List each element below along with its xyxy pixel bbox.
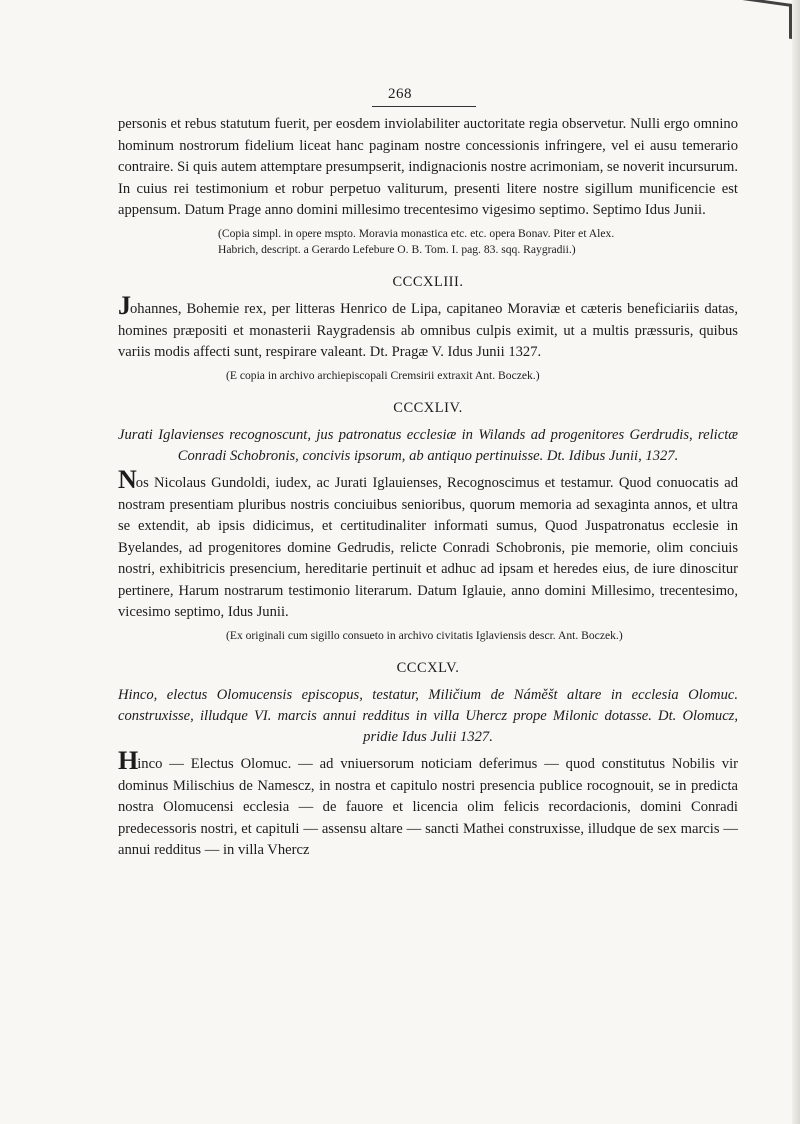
document-number-345: CCCXLV. [396, 659, 460, 676]
initial-letter: N [118, 465, 136, 494]
document-text-345 [118, 746, 738, 862]
initial-letter: J [118, 291, 130, 320]
scan-edge [792, 0, 800, 1124]
page-body [118, 114, 738, 862]
document-number-343: CCCXLIII. [392, 273, 464, 290]
document-summary-344: Jurati Iglavienses recognoscunt, jus patronatus ecclesiæ in Wilands ad progenitores Gerdrudis, relictæ Conradi Schobronis, concivis ipsorum, ab antiquo pertinuisse. Dt. Idibus Junii, 1327. [118, 427, 738, 464]
initial-letter: H [118, 746, 138, 775]
source-note-343: (E copia in archivo archiepiscopali Cremsirii extraxit Ant. Boczek.) [226, 368, 540, 382]
document-text-343 [118, 291, 738, 364]
document-body-text: inco — Electus Olomuc. — ad vniuersorum noticiam deferimus — quod constitutus Nobilis vir dominus Milischius de Namescz, in nostra et capitulo nostri presencia publice rocognouit, se in predicta nostra Olomucensi ecclesia — de fauore et licencia olim felicis recordacionis, domini Conradi predecessoris nostri, et capituli — assensu altare — sancti Mathei construxisse, illudque de sex marcis — annui redditus — in villa Vhercz [118, 756, 738, 858]
corner-fold-mark [735, 0, 792, 39]
header-rule [372, 106, 476, 107]
intro-source-note-line-2: Habrich, descript. a Gerardo Lefebure O. B. Tom. I. pag. 83. sqq. Raygradii.) [218, 242, 576, 256]
document-body-text: os Nicolaus Gundoldi, iudex, ac Jurati Iglauienses, Recognoscimus et testamur. Quod conuocatis ad nostram presentiam pluribus nostris conciuibus senioribus, quorum memoria ad sexaginta annos, et ultra se extendit, ab ipsis didicimus, et certitudinaliter informati sumus, Quod Juspatronatus ecclesie in Byelandes, ad progenitores domine Gedrudis, relicte Conradi Schobronis, pie memorie, olim conciuis nostri, exhibitricis presencium, hereditarie pertinuit et adhuc ad ipsam et heredes eius, de iure dinoscitur pertinere, Harum nostrarum testimonio literarum. Datum Iglauie, anno domini Millesimo, trecentesimo, vicesimo septimo, Idus Junii. [118, 475, 738, 620]
intro-paragraph: personis et rebus statutum fuerit, per eosdem inviolabiliter auctoritate regia observetur. Nulli ergo omnino hominum nostrorum fidelium liceat hanc paginam nostre concessionis infringere, vel ei ausu temerario contraire. Si quis autem attemptare presumpserit, indignacionis nostre acrimoniam, se noverit incursurum. In cuius rei testimonium et robur perpetuo valiturum, presenti litere nostre sigillum munificencie est appensum. Datum Prage anno domini millesimo trecentesimo vigesimo septimo. Septimo Idus Junii. [118, 116, 738, 218]
intro-source-note [118, 226, 738, 258]
page-number: 268 [388, 86, 412, 102]
document-text-344 [118, 465, 738, 624]
source-note-344: (Ex originali cum sigillo consueto in archivo civitatis Iglaviensis descr. Ant. Boczek.) [226, 628, 623, 642]
document-body-text: ohannes, Bohemie rex, per litteras Henrico de Lipa, capitaneo Moraviæ et cæteris beneficiariis datas, homines præpositi et monasterii Raygradensis ab omnibus culpis eximit, ut a multis præssuris, quibus variis modis affecti sunt, respirare valeant. Dt. Pragæ V. Idus Junii 1327. [118, 301, 738, 360]
document-number-344: CCCXLIV. [393, 399, 463, 416]
document-summary-345: Hinco, electus Olomucensis episcopus, testatur, Miličium de Náměšt altare in ecclesia Olomuc. construxisse, illudque VI. marcis annui redditus in villa Uhercz prope Milonic dotasse. Dt. Olomucz, pridie Idus Julii 1327. [118, 687, 738, 745]
intro-source-note-line-1: (Copia simpl. in opere mspto. Moravia monastica etc. etc. opera Bonav. Piter et Alex. [218, 226, 615, 240]
